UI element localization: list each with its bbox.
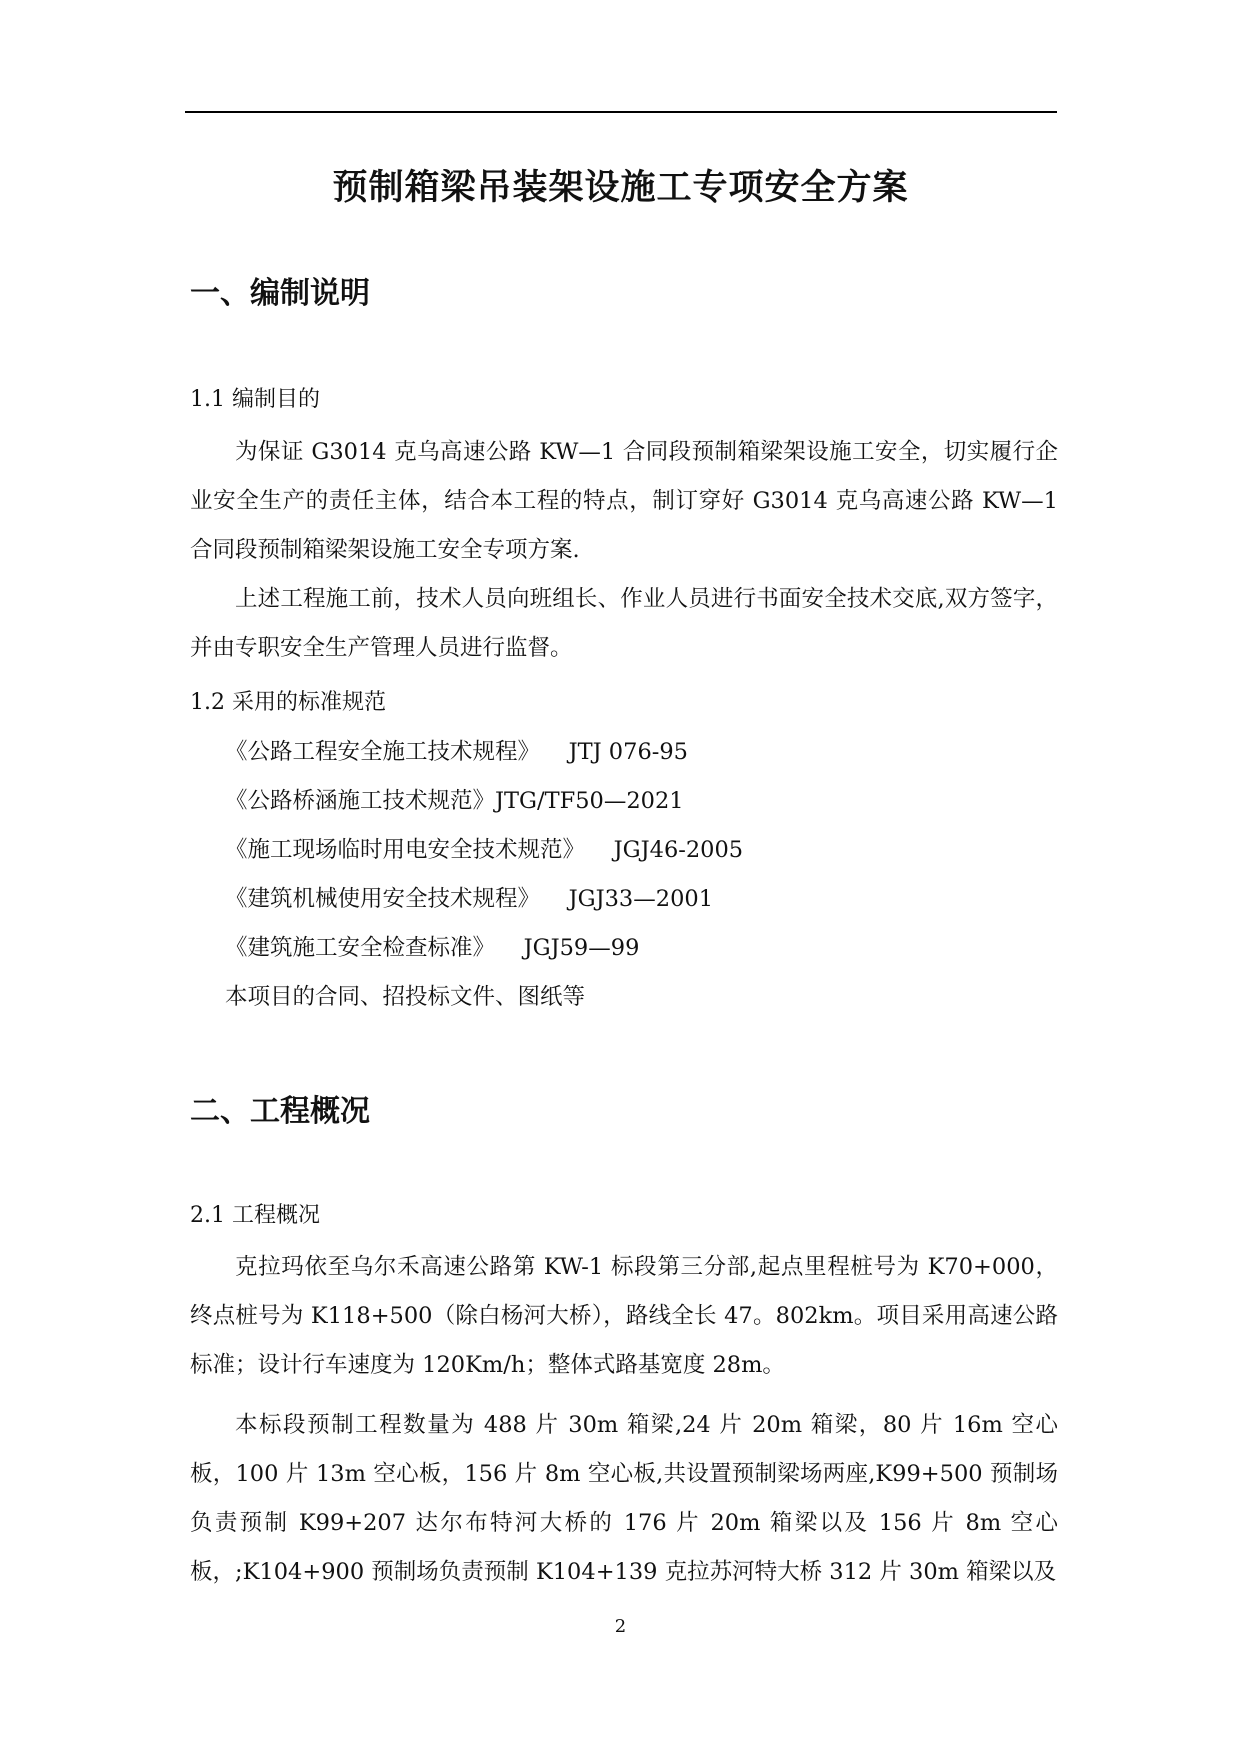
standard-item: 《建筑机械使用安全技术规程》 JGJ33—2001 xyxy=(225,886,714,912)
subsection-2-1-heading: 2.1 工程概况 xyxy=(190,1203,320,1228)
standard-item: 本项目的合同、招投标文件、图纸等 xyxy=(225,984,586,1010)
section-1-heading: 一、编制说明 xyxy=(190,276,370,311)
page-number: 2 xyxy=(614,1616,627,1637)
paragraph-purpose: 为保证 G3014 克乌高速公路 KW—1 合同段预制箱梁架设施工安全，切实履行企业安全生产的责任主体，结合本工程的特点，制订穿好 G3014 克乌高速公路 KW—1 合同段预制箱梁架设施工安全专项方案. xyxy=(190,439,1058,563)
subsection-1-1-heading: 1.1 编制目的 xyxy=(190,387,320,412)
subsection-1-2-heading: 1.2 采用的标准规范 xyxy=(190,690,386,715)
paragraph-safety-briefing: 上述工程施工前，技术人员向班组长、作业人员进行书面安全技术交底,双方签字，并由专职安全生产管理人员进行监督。 xyxy=(190,586,1058,661)
standard-item: 《公路桥涵施工技术规范》JTG/TF50—2021 xyxy=(225,788,684,814)
paragraph-project-overview: 克拉玛依至乌尔禾高速公路第 KW-1 标段第三分部,起点里程桩号为 K70+000，终点桩号为 K118+500（除白杨河大桥），路线全长 47。802km。项目采用高速公路标准；设计行车速度为 120Km/h；整体式路基宽度 28m。 xyxy=(190,1254,1058,1378)
standard-item: 《公路工程安全施工技术规程》 JTJ 076-95 xyxy=(225,739,688,765)
standard-item: 《施工现场临时用电安全技术规范》 JGJ46-2005 xyxy=(225,837,744,863)
header-rule xyxy=(185,111,1057,113)
document-title: 预制箱梁吊装架设施工专项安全方案 xyxy=(332,167,909,208)
standard-item: 《建筑施工安全检查标准》 JGJ59—99 xyxy=(225,935,640,961)
section-2-heading: 二、工程概况 xyxy=(190,1094,370,1129)
paragraph-prefab-quantities: 本标段预制工程数量为 488 片 30m 箱梁,24 片 20m 箱梁，80 片 16m 空心板，100 片 13m 空心板，156 片 8m 空心板,共设置预制梁场两座,K99+500 预制场负责预制 K99+207 达尔布特河大桥的 176 片 20m 箱梁以及 156 片 8m 空心板，;K104+900 预制场负责预制 K104+139 克拉苏河特大桥 312 片 30m 箱梁以及 xyxy=(190,1412,1058,1585)
